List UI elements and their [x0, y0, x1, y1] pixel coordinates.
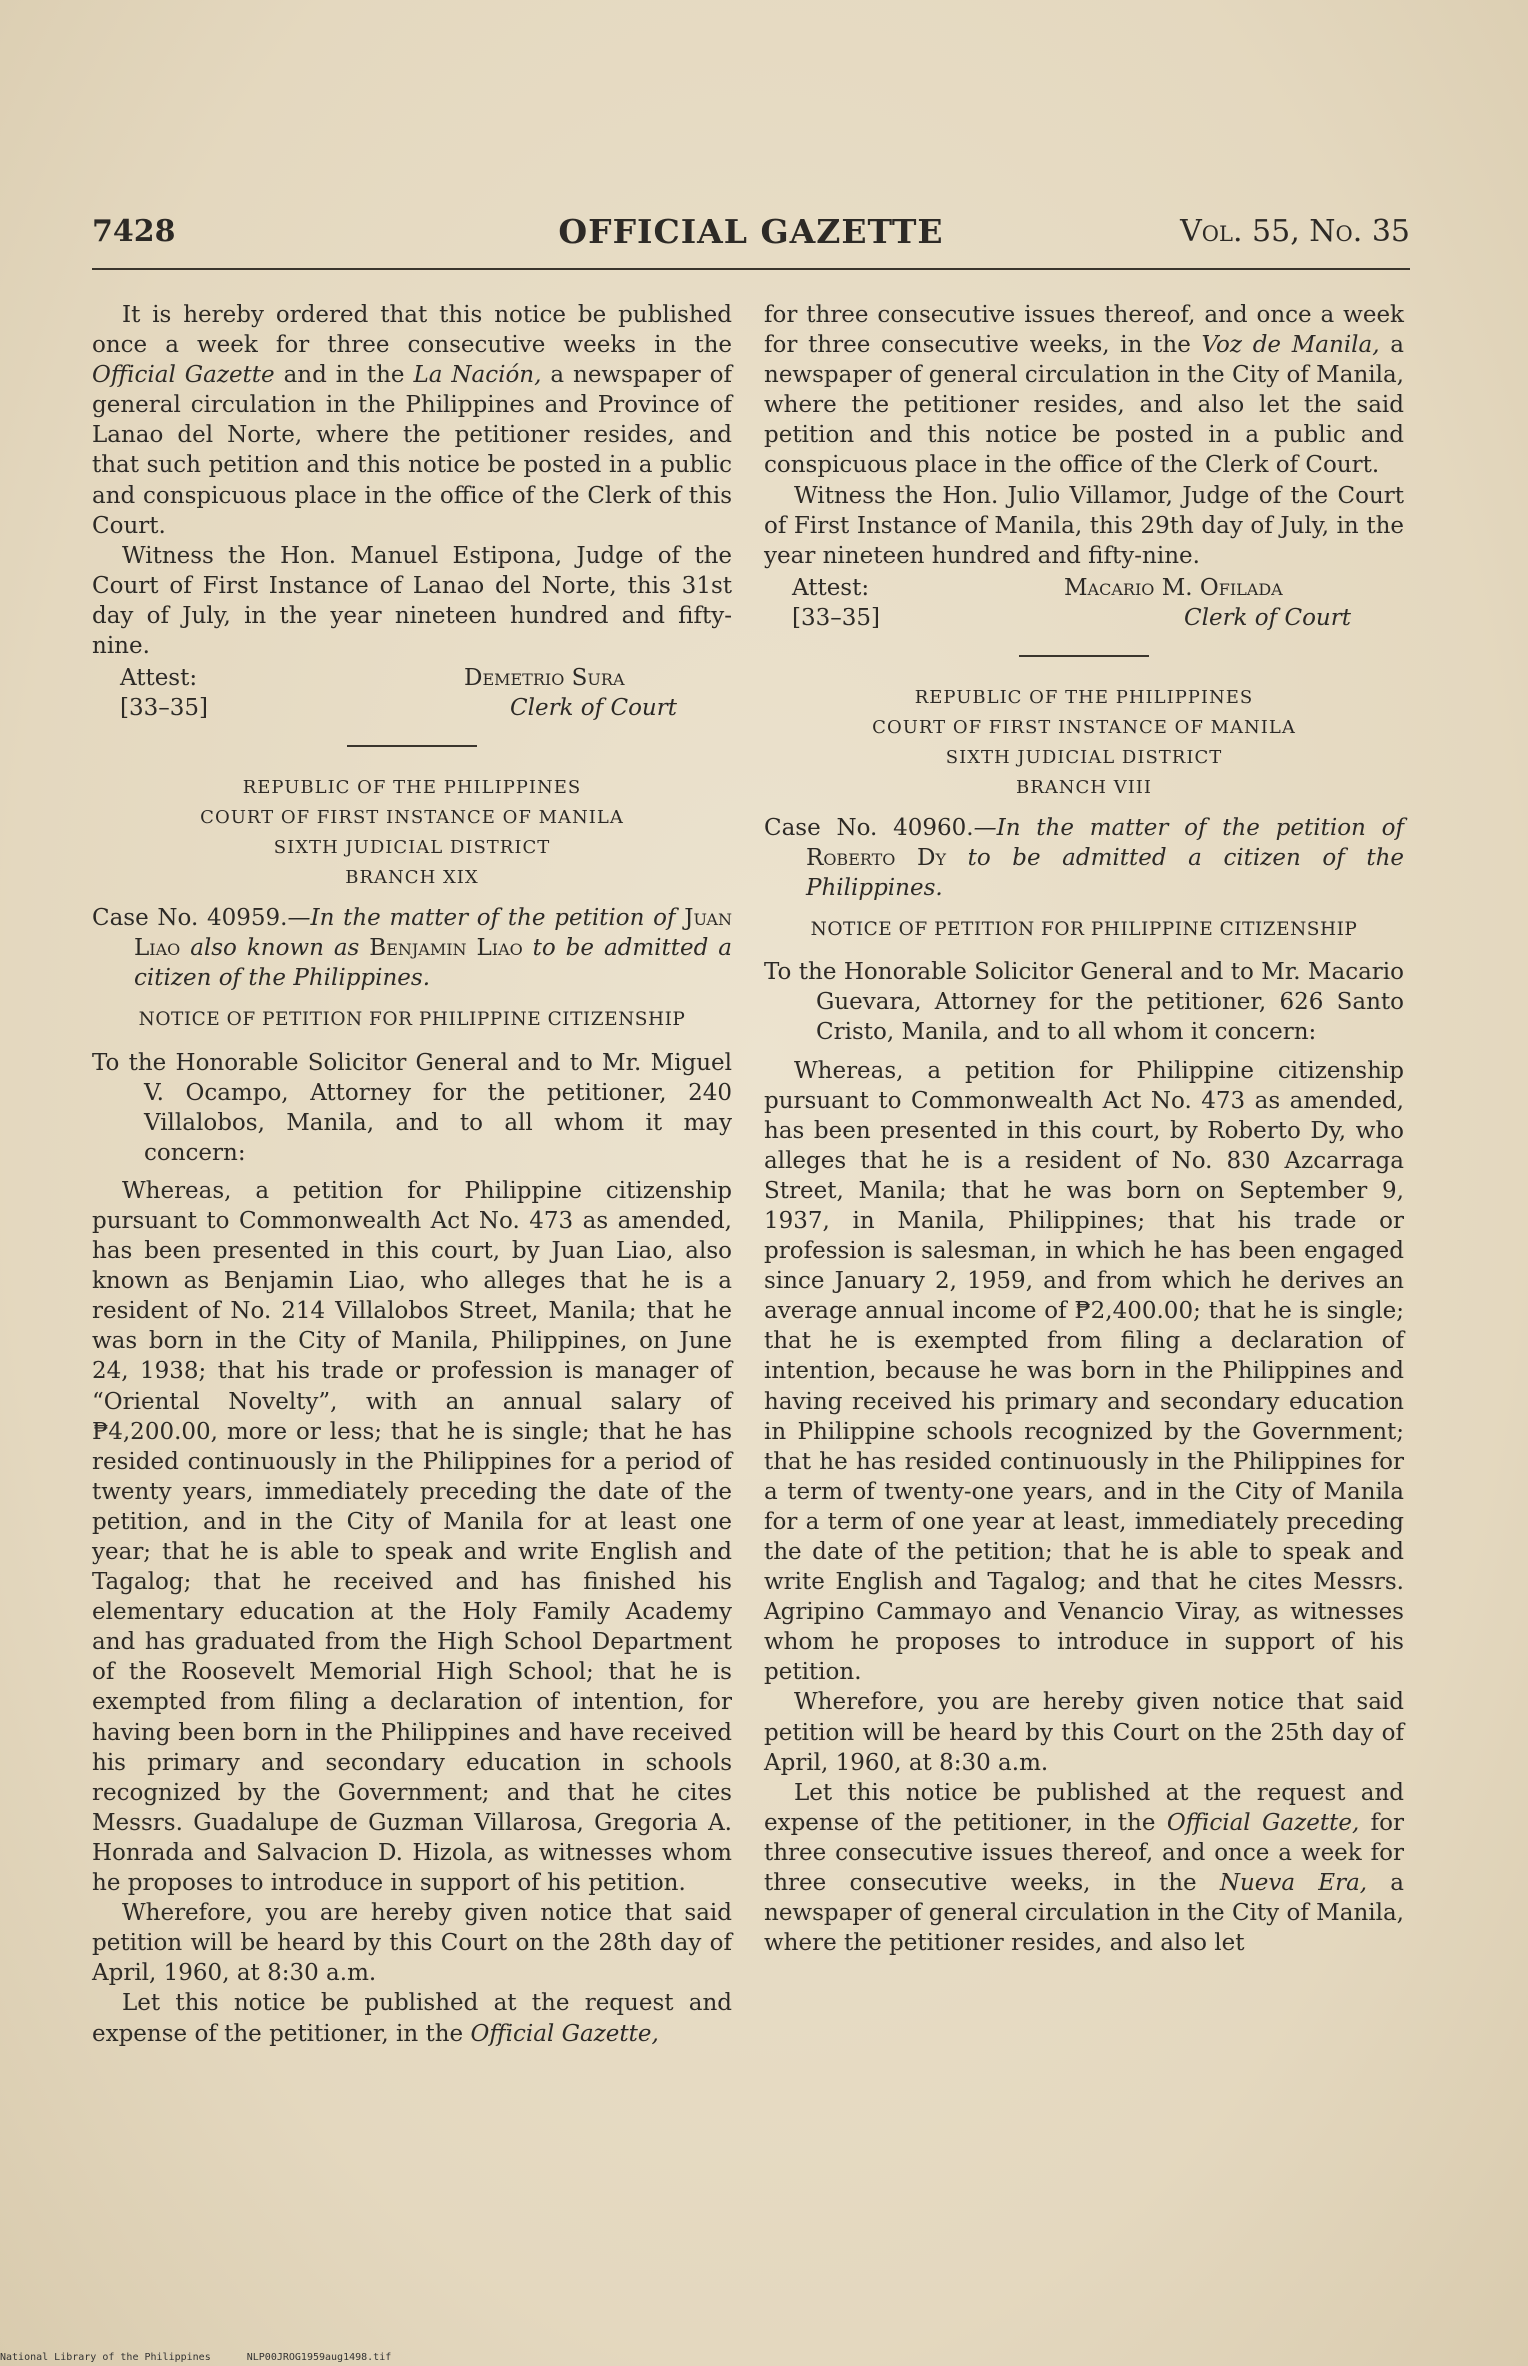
volume-number: Vol. 55, No. 35 — [1180, 214, 1410, 249]
attest-label: Attest: — [120, 665, 198, 692]
attest-label: Attest: — [792, 574, 870, 601]
court-line: COURT OF FIRST INSTANCE OF MANILA — [872, 716, 1296, 738]
notice-heading: NOTICE OF PETITION FOR PHILIPPINE CITIZENSHIP — [138, 1009, 686, 1031]
issue-code: [33–35] — [120, 695, 208, 722]
left-column — [92, 300, 732, 2049]
court-heading — [764, 683, 1404, 803]
signer-title: Clerk of Court — [1184, 604, 1351, 631]
publication-paragraph: Let this notice be published at the request and expense of the petitioner, in the Official Gazette, for three consecutive issues thereof, and once a week for three consecutive weeks, in the Nueva Era, a newspaper of general circulation in the City of Manila, where the petitioner resides, and also let — [764, 1779, 1404, 1957]
case-title: Case No. 40959.—In the matter of the petition of Juan Liao also known as Benjamin Liao to be admitted a citizen of the Philippines. — [92, 905, 732, 992]
section-divider — [347, 745, 477, 747]
scan-footer — [0, 2352, 421, 2363]
addressee-paragraph: To the Honorable Solicitor General and to Mr. Macario Guevara, Attorney for the petitioner, 626 Santo Cristo, Manila, and to all whom it concern: — [764, 959, 1404, 1046]
hearing-paragraph: Wherefore, you are hereby given notice that said petition will be heard by this Court on the 28th day of April, 1960, at 8:30 a.m. — [92, 1900, 732, 1987]
publication-order-paragraph: for three consecutive issues thereof, and once a week for three consecutive weeks, in the Voz de Manila, a newspaper of general circulation in the City of Manila, where the petitioner resides, and also let the said petition and this notice be posted in a public and conspicuous place in the office of the Clerk of Court. — [764, 302, 1404, 479]
court-line: BRANCH XIX — [345, 867, 479, 889]
signer-name: Demetrio Sura — [464, 665, 625, 692]
issue-code: [33–35] — [792, 604, 880, 631]
signer-title: Clerk of Court — [510, 695, 677, 722]
hearing-paragraph: Wherefore, you are hereby given notice that said petition will be heard by this Court on the 25th day of April, 1960, at 8:30 a.m. — [764, 1689, 1404, 1776]
court-heading — [92, 773, 732, 893]
court-line: REPUBLIC OF THE PHILIPPINES — [914, 686, 1254, 708]
court-line: BRANCH VIII — [1015, 776, 1153, 798]
library-credit: National Library of the Philippines — [0, 2352, 211, 2363]
court-line: SIXTH JUDICIAL DISTRICT — [945, 746, 1223, 768]
signature-block — [764, 573, 1404, 633]
signature-block — [92, 663, 732, 723]
gazette-title: OFFICIAL GAZETTE — [558, 212, 944, 251]
witness-paragraph: Witness the Hon. Julio Villamor, Judge of the Court of First Instance of Manila, this 29th day of July, in the year nineteen hundred and fifty-nine. — [764, 482, 1404, 569]
publication-order-paragraph: It is hereby ordered that this notice be published once a week for three consecutive weeks in the Official Gazette and in the La Nación, a newspaper of general circulation in the Philippines and Province of Lanao del Norte, where the petitioner resides, and that such petition and this notice be posted in a public and conspicuous place in the office of the Clerk of this Court. — [92, 302, 732, 539]
publication-paragraph: Let this notice be published at the request and expense of the petitioner, in the Official Gazette, — [92, 1990, 732, 2047]
petition-paragraph: Whereas, a petition for Philippine citizenship pursuant to Commonwealth Act No. 473 as amended, has been presented in this court, by Roberto Dy, who alleges that he is a resident of No. 830 Azcarraga Street, Manila; that he was born on September 9, 1937, in Manila, Philippines; that his trade or profession is salesman, in which he has been engaged since January 2, 1959, and from which he derives an average annual income of ₱2,400.00; that he is single; that he is exempted from filing a declaration of intention, because he was born in the Philippines and having received his primary and secondary education in Philippine schools recognized by the Government; that he has resided continuously in the Philippines for a term of twenty-one years, and in the City of Manila for a term of one year at least, immediately preceding the date of the petition; that he is able to speak and write English and Tagalog; and that he cites Messrs. Agripino Cammayo and Venancio Viray, as witnesses whom he proposes to introduce in support of his petition. — [764, 1057, 1404, 1686]
court-line: SIXTH JUDICIAL DISTRICT — [273, 837, 551, 859]
petition-paragraph: Whereas, a petition for Philippine citizenship pursuant to Commonwealth Act No. 473 as amended, has been presented in this court, by Juan Liao, also known as Benjamin Liao, who alleges that he is a resident of No. 214 Villalobos Street, Manila; that he was born in the City of Manila, Philippines, on June 24, 1938; that his trade or profession is manager of “Oriental Novelty”, with an annual salary of ₱4,200.00, more or less; that he is single; that he has resided continuously in the Philippines for a period of twenty years, immediately preceding the date of the petition, and in the City of Manila for at least one year; that he is able to speak and write English and Tagalog; that he received and has finished his elementary education at the Holy Family Academy and has graduated from the High School Department of the Roosevelt Memorial High School; that he is exempted from filing a declaration of intention, for having been born in the Philippines and have received his primary and secondary education in schools recognized by the Government; and that he cites Messrs. Guadalupe de Guzman Villarosa, Gregoria A. Honrada and Salvacion D. Hizola, as witnesses whom he proposes to introduce in support of his petition. — [92, 1177, 732, 1897]
header-rule — [92, 268, 1410, 270]
page-number: 7428 — [92, 214, 176, 249]
signer-name: Macario M. Ofilada — [1064, 574, 1283, 601]
court-line: REPUBLIC OF THE PHILIPPINES — [242, 777, 582, 799]
file-name: NLP00JROG1959aug1498.tif — [246, 2352, 392, 2363]
witness-paragraph: Witness the Hon. Manuel Estipona, Judge of the Court of First Instance of Lanao del Norte, this 31st day of July, in the year nineteen hundred and fifty-nine. — [92, 542, 732, 660]
addressee-paragraph: To the Honorable Solicitor General and to Mr. Miguel V. Ocampo, Attorney for the petitioner, 240 Villalobos, Manila, and to all whom it may concern: — [92, 1049, 732, 1166]
section-divider — [1019, 655, 1149, 657]
case-title: Case No. 40960.—In the matter of the petition of Roberto Dy to be admitted a citizen of the Philippines. — [764, 814, 1405, 902]
right-column — [764, 300, 1404, 1958]
notice-heading: NOTICE OF PETITION FOR PHILIPPINE CITIZENSHIP — [810, 919, 1358, 941]
page-header — [92, 210, 1410, 262]
court-line: COURT OF FIRST INSTANCE OF MANILA — [200, 807, 624, 829]
